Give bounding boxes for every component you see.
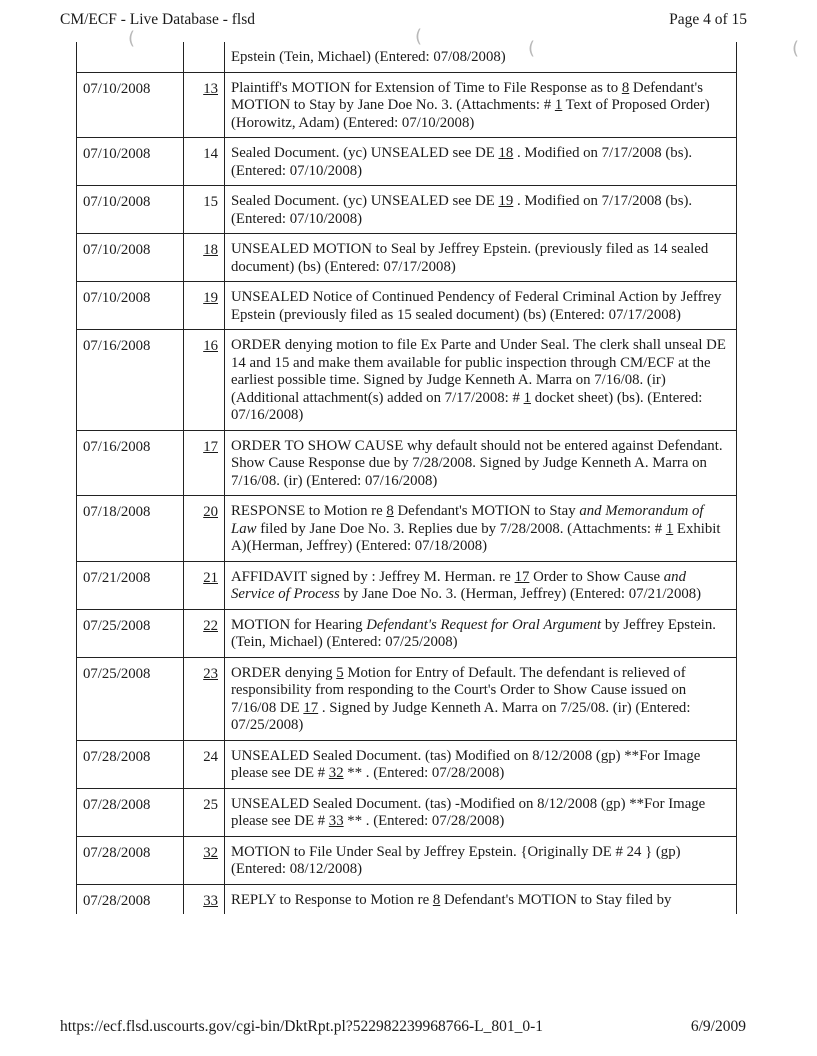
entry-number-cell bbox=[184, 42, 225, 72]
docket-entry-row bbox=[77, 234, 737, 282]
entry-number-link[interactable]: 19 bbox=[203, 290, 218, 306]
document-link[interactable]: 1 bbox=[665, 520, 674, 537]
entry-text-segment: docket sheet) (bs). (Entered: 07/16/2008) bbox=[231, 389, 703, 423]
entry-text-segment: Plaintiff's MOTION for Extension of Time to File Response as to bbox=[231, 79, 622, 96]
docket-entry-row bbox=[77, 657, 737, 740]
entry-text bbox=[225, 430, 737, 496]
entry-text-segment: UNSEALED Notice of Continued Pendency of Federal Criminal Action by Jeffrey Epstein (previously filed as 15 sealed document) (bs) (Entered: 07/17/2008) bbox=[231, 289, 722, 323]
entry-number-cell bbox=[184, 330, 225, 431]
entry-text bbox=[225, 740, 737, 788]
document-link[interactable]: 1 bbox=[523, 389, 531, 406]
document-link[interactable]: 33 bbox=[328, 813, 344, 829]
entry-text bbox=[225, 788, 737, 836]
entry-text bbox=[225, 609, 737, 657]
entry-number-cell bbox=[184, 72, 225, 138]
entry-text bbox=[225, 42, 737, 72]
document-link[interactable]: 19 bbox=[498, 193, 514, 209]
docket-entry-row bbox=[77, 836, 737, 884]
entry-italic-text: Defendant's Request for Oral Argument bbox=[366, 616, 602, 633]
entry-date: 07/18/2008 bbox=[77, 496, 184, 562]
entry-number: 24 bbox=[203, 748, 218, 765]
entry-text-segment: Text of Proposed Order)(Horowitz, Adam) (Entered: 07/10/2008) bbox=[231, 97, 710, 131]
docket-entry-row bbox=[77, 788, 737, 836]
entry-number-cell bbox=[184, 234, 225, 282]
entry-number-cell bbox=[184, 657, 225, 740]
page-number: Page 4 of 15 bbox=[669, 11, 747, 28]
document-link[interactable]: 1 bbox=[554, 97, 563, 113]
entry-number-link[interactable]: 33 bbox=[203, 892, 218, 909]
entry-text-segment: UNSEALED Sealed Document. (tas) -Modified on 8/12/2008 (gp) **For Image please see DE # bbox=[231, 795, 706, 829]
document-link[interactable]: 5 bbox=[336, 664, 344, 681]
docket-entry-row bbox=[77, 282, 737, 330]
entry-italic-text: and Service of Process bbox=[231, 568, 686, 602]
entry-number-link[interactable]: 18 bbox=[203, 242, 218, 258]
entry-number-link[interactable]: 22 bbox=[203, 617, 218, 634]
docket-entry-row bbox=[77, 186, 737, 234]
entry-number-link[interactable]: 20 bbox=[203, 504, 218, 520]
docket-table-body bbox=[77, 42, 737, 914]
entry-text bbox=[225, 138, 737, 186]
entry-date: 07/21/2008 bbox=[77, 561, 184, 609]
entry-date: 07/10/2008 bbox=[77, 234, 184, 282]
entry-text-segment: Sealed Document. (yc) UNSEALED see DE bbox=[231, 145, 499, 161]
entry-number-cell bbox=[184, 282, 225, 330]
entry-text bbox=[225, 561, 737, 609]
scan-artifact-mark: ( bbox=[792, 38, 800, 59]
entry-number-cell bbox=[184, 609, 225, 657]
docket-entry-row bbox=[77, 72, 737, 138]
entry-date: 07/28/2008 bbox=[77, 788, 184, 836]
entry-text-segment: by Jeffrey Epstein. (Tein, Michael) (Entered: 07/25/2008) bbox=[231, 616, 716, 650]
entry-text-segment: ORDER TO SHOW CAUSE why default should not be entered against Defendant. Show Cause Response due by 7/28/2008. Signed by Judge Kenneth A. Marra on 7/16/08. (ir) (Entered: 07/16/2008) bbox=[231, 437, 723, 489]
entry-text bbox=[225, 72, 737, 138]
docket-entry-row bbox=[77, 609, 737, 657]
entry-text-segment: ORDER denying motion to file Ex Parte and Under Seal. The clerk shall unseal DE 14 and 15 and make them available for public inspection through CM/ECF at the earliest possible time. Signed by Judge Kenneth A. Marra on 7/16/08. (ir) (Additional attachment(s) added on 7/17/2008: # bbox=[231, 337, 726, 406]
entry-number-link[interactable]: 23 bbox=[203, 665, 218, 682]
footer-url: https://ecf.flsd.uscourts.gov/cgi-bin/DktRpt.pl?522982239968766-L_801_0-1 bbox=[60, 1018, 544, 1035]
footer-date: 6/9/2009 bbox=[690, 1018, 746, 1035]
document-link[interactable]: 17 bbox=[514, 568, 530, 585]
docket-entry-row bbox=[77, 496, 737, 562]
entry-text-segment: Order to Show Cause bbox=[529, 568, 664, 585]
entry-text-segment: RESPONSE to Motion re bbox=[231, 503, 387, 519]
entry-number-cell bbox=[184, 561, 225, 609]
docket-entry-row bbox=[77, 430, 737, 496]
entry-number: 25 bbox=[203, 796, 218, 813]
docket-entry-row bbox=[77, 138, 737, 186]
entry-number-link[interactable]: 21 bbox=[203, 569, 218, 586]
docket-entry-row bbox=[77, 561, 737, 609]
entry-date: 07/25/2008 bbox=[77, 657, 184, 740]
entry-text bbox=[225, 330, 737, 431]
docket-entry-row bbox=[77, 884, 737, 914]
entry-date: 07/28/2008 bbox=[77, 884, 184, 914]
entry-date: 07/28/2008 bbox=[77, 836, 184, 884]
entry-number-cell bbox=[184, 740, 225, 788]
entry-date: 07/10/2008 bbox=[77, 186, 184, 234]
docket-entry-row bbox=[77, 330, 737, 431]
entry-text-segment: ** . (Entered: 07/28/2008) bbox=[343, 813, 505, 829]
document-link[interactable]: 32 bbox=[328, 765, 344, 781]
entry-text-segment: Motion for Entry of Default. The defendant is relieved of responsibility from responding to the Court's Order to Show Cause issued on 7/16/08 DE bbox=[231, 664, 687, 716]
entry-text-segment: Defendant's MOTION to Stay by Jane Doe No. 3. (Attachments: # bbox=[231, 79, 703, 113]
document-link[interactable]: 8 bbox=[432, 891, 441, 908]
entry-date: 07/10/2008 bbox=[77, 72, 184, 138]
entry-number-cell bbox=[184, 836, 225, 884]
entry-number-link[interactable]: 16 bbox=[203, 338, 218, 354]
entry-text-segment: . Signed by Judge Kenneth A. Marra on 7/25/08. (ir) (Entered: 07/25/2008) bbox=[231, 699, 691, 733]
entry-date: 07/16/2008 bbox=[77, 330, 184, 431]
entry-date: 07/10/2008 bbox=[77, 282, 184, 330]
entry-text bbox=[225, 884, 737, 914]
entry-date: 07/16/2008 bbox=[77, 430, 184, 496]
entry-text-segment: ** . (Entered: 07/28/2008) bbox=[343, 765, 505, 781]
entry-text-segment: filed by Jane Doe No. 3. Replies due by 7/28/2008. (Attachments: # bbox=[256, 520, 666, 537]
entry-text-segment: Epstein (Tein, Michael) (Entered: 07/08/2008) bbox=[231, 49, 506, 65]
entry-number-cell bbox=[184, 430, 225, 496]
entry-date: 07/25/2008 bbox=[77, 609, 184, 657]
page-header-title: CM/ECF - Live Database - flsd bbox=[60, 11, 256, 28]
entry-text bbox=[225, 496, 737, 562]
entry-text bbox=[225, 186, 737, 234]
document-link[interactable]: 8 bbox=[621, 79, 630, 96]
entry-number: 14 bbox=[203, 146, 218, 162]
entry-text bbox=[225, 282, 737, 330]
entry-number-cell bbox=[184, 496, 225, 562]
entry-text-segment: ORDER denying bbox=[231, 664, 337, 681]
document-link[interactable]: 17 bbox=[303, 699, 319, 716]
document-link[interactable]: 8 bbox=[386, 503, 394, 519]
entry-text-segment: MOTION to File Under Seal by Jeffrey Epstein. {Originally DE # 24 } (gp) (Entered: 08/12/2008) bbox=[231, 843, 681, 877]
entry-text-segment: UNSEALED Sealed Document. (tas) Modified on 8/12/2008 (gp) **For Image please see DE # bbox=[231, 747, 701, 781]
entry-number-cell bbox=[184, 884, 225, 914]
entry-number-link[interactable]: 13 bbox=[203, 80, 218, 97]
entry-text-segment: by Jane Doe No. 3. (Herman, Jeffrey) (Entered: 07/21/2008) bbox=[339, 586, 702, 602]
entry-text-segment: AFFIDAVIT signed by : Jeffrey M. Herman. re bbox=[231, 568, 515, 585]
entry-number-link[interactable]: 17 bbox=[203, 438, 218, 455]
entry-text-segment: Sealed Document. (yc) UNSEALED see DE bbox=[231, 193, 499, 209]
docket-entry-row bbox=[77, 42, 737, 72]
entry-number-cell bbox=[184, 138, 225, 186]
entry-text bbox=[225, 234, 737, 282]
entry-text-segment: Exhibit A)(Herman, Jeffrey) (Entered: 07/18/2008) bbox=[231, 520, 721, 554]
scan-artifact-mark: ( bbox=[415, 26, 423, 47]
docket-entry-row bbox=[77, 740, 737, 788]
entry-text-segment: REPLY to Response to Motion re bbox=[231, 891, 433, 908]
document-link[interactable]: 18 bbox=[498, 145, 514, 161]
entry-text-segment: Defendant's MOTION to Stay bbox=[393, 503, 580, 519]
entry-number: 15 bbox=[203, 194, 218, 210]
entry-text bbox=[225, 836, 737, 884]
entry-text-segment: UNSEALED MOTION to Seal by Jeffrey Epstein. (previously filed as 14 sealed document) (bs) (Entered: 07/17/2008) bbox=[231, 241, 709, 275]
entry-italic-text: and Memorandum of Law bbox=[231, 503, 704, 537]
entry-number-cell bbox=[184, 186, 225, 234]
entry-text bbox=[225, 657, 737, 740]
docket-table bbox=[76, 42, 737, 914]
entry-date: 07/28/2008 bbox=[77, 740, 184, 788]
entry-text-segment: . Modified on 7/17/2008 (bs). (Entered: 07/10/2008) bbox=[231, 145, 693, 179]
scan-artifact-mark: ( bbox=[128, 28, 136, 49]
entry-number-link[interactable]: 32 bbox=[203, 844, 218, 861]
entry-date bbox=[77, 42, 184, 72]
entry-date: 07/10/2008 bbox=[77, 138, 184, 186]
entry-text-segment: . Modified on 7/17/2008 (bs). (Entered: 07/10/2008) bbox=[231, 193, 693, 227]
entry-text-segment: Defendant's MOTION to Stay filed by bbox=[440, 891, 672, 908]
entry-number-cell bbox=[184, 788, 225, 836]
scan-artifact-mark: ( bbox=[528, 38, 536, 59]
entry-text-segment: MOTION for Hearing bbox=[231, 616, 367, 633]
